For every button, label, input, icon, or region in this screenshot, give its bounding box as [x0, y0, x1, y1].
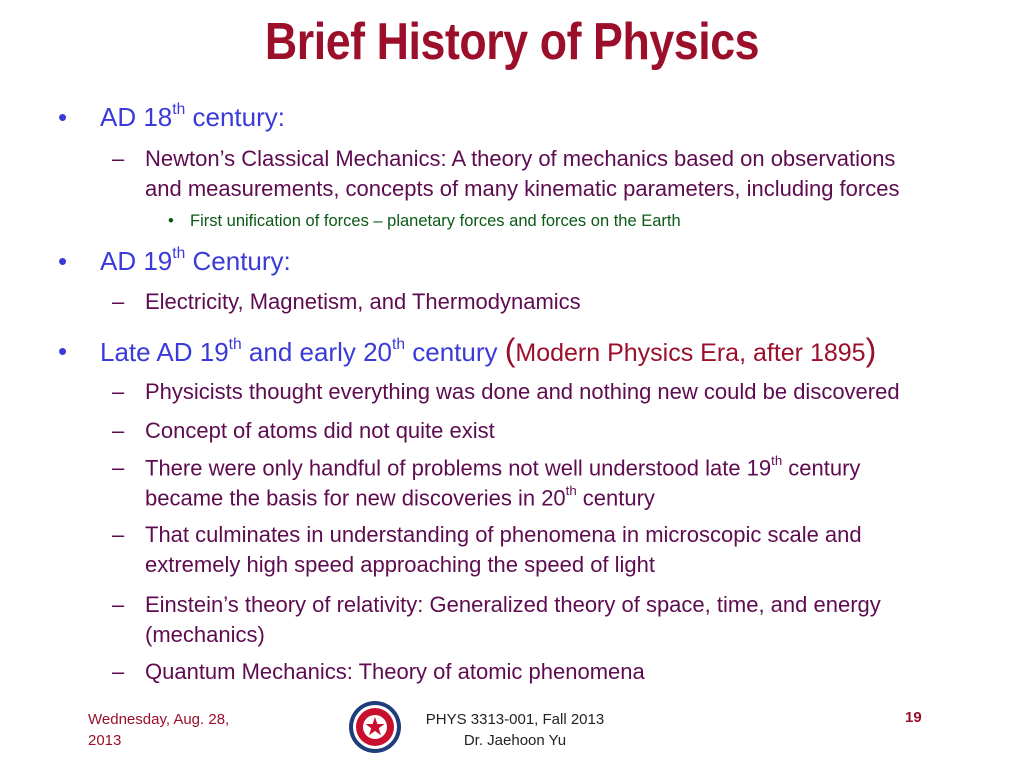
- close-paren: ): [865, 332, 877, 368]
- superscript: th: [392, 336, 406, 354]
- bullet-text-post: century:: [185, 102, 285, 132]
- superscript: th: [172, 245, 186, 263]
- physicists-line: Physicists thought everything was done and nothing new could be discovered: [145, 379, 900, 404]
- text-pre: There were only handful of problems not well understood late 19: [145, 455, 772, 481]
- modern-era-label: Modern Physics Era, after 1895: [515, 339, 866, 367]
- problems-line-2: [145, 485, 655, 511]
- culminates-line-2: extremely high speed approaching the speed of light: [145, 552, 656, 577]
- relativity-line-2: (mechanics): [145, 622, 265, 647]
- superscript: th: [228, 336, 242, 354]
- bullet-text-pre: Late AD 19: [100, 337, 229, 367]
- footer-instructor: Dr. Jaehoon Yu: [463, 732, 567, 749]
- bullet-text-post: century: [405, 337, 505, 367]
- bullet-marker: •: [58, 336, 68, 366]
- bullet-text-post: Century:: [185, 246, 291, 276]
- electricity-line: Electricity, Magnetism, and Thermodynamics: [145, 289, 581, 314]
- newton-line-2: and measurements, concepts of many kinematic parameters, including forces: [145, 176, 900, 201]
- newton-line-1: Newton’s Classical Mechanics: A theory of mechanics based on observations: [145, 146, 896, 171]
- dash-marker: –: [112, 289, 125, 314]
- university-seal-icon: [348, 700, 402, 754]
- unification-note: First unification of forces – planetary forces and forces on the Earth: [190, 212, 681, 230]
- bullet-text-pre: AD 19: [100, 246, 173, 276]
- footer-course-line-1: PHYS 3313-001, Fall 2013: [425, 711, 605, 728]
- superscript: th: [565, 483, 577, 498]
- footer-date-line-2: 2013: [88, 732, 122, 749]
- dash-marker: –: [112, 659, 125, 684]
- footer-date-line-1: Wednesday, Aug. 28,: [88, 711, 230, 728]
- atoms-line: Concept of atoms did not quite exist: [145, 418, 495, 443]
- footer-course: [410, 709, 620, 751]
- quantum-line: Quantum Mechanics: Theory of atomic phenomena: [145, 659, 645, 684]
- bullet-18th-century: [100, 102, 285, 133]
- bullet-19th-century: [100, 246, 291, 277]
- bullet-modern-era: [100, 332, 876, 369]
- text-post: century: [576, 485, 655, 511]
- slide-title: Brief History of Physics: [264, 13, 760, 71]
- footer-date: [88, 709, 268, 751]
- bullet-marker: •: [58, 102, 68, 132]
- dash-marker: –: [112, 592, 125, 617]
- culminates-line-1: That culminates in understanding of phenomena in microscopic scale and: [145, 522, 862, 547]
- text-pre: became the basis for new discoveries in 20: [145, 485, 566, 511]
- dash-marker: –: [112, 146, 125, 171]
- dash-marker: –: [112, 418, 125, 443]
- bullet-marker: •: [168, 212, 174, 230]
- page-number: 19: [905, 709, 922, 726]
- dash-marker: –: [112, 379, 125, 404]
- bullet-text-pre: AD 18: [100, 102, 173, 132]
- bullet-marker: •: [58, 246, 68, 276]
- relativity-line-1: Einstein’s theory of relativity: Generalized theory of space, time, and energy: [145, 592, 881, 617]
- problems-line-1: [145, 455, 860, 481]
- superscript: th: [771, 453, 783, 468]
- dash-marker: –: [112, 522, 125, 547]
- dash-marker: –: [112, 455, 125, 480]
- bullet-text-mid: and early 20: [241, 337, 392, 367]
- open-paren: (: [504, 332, 516, 368]
- text-post: century: [782, 455, 861, 481]
- superscript: th: [172, 101, 186, 119]
